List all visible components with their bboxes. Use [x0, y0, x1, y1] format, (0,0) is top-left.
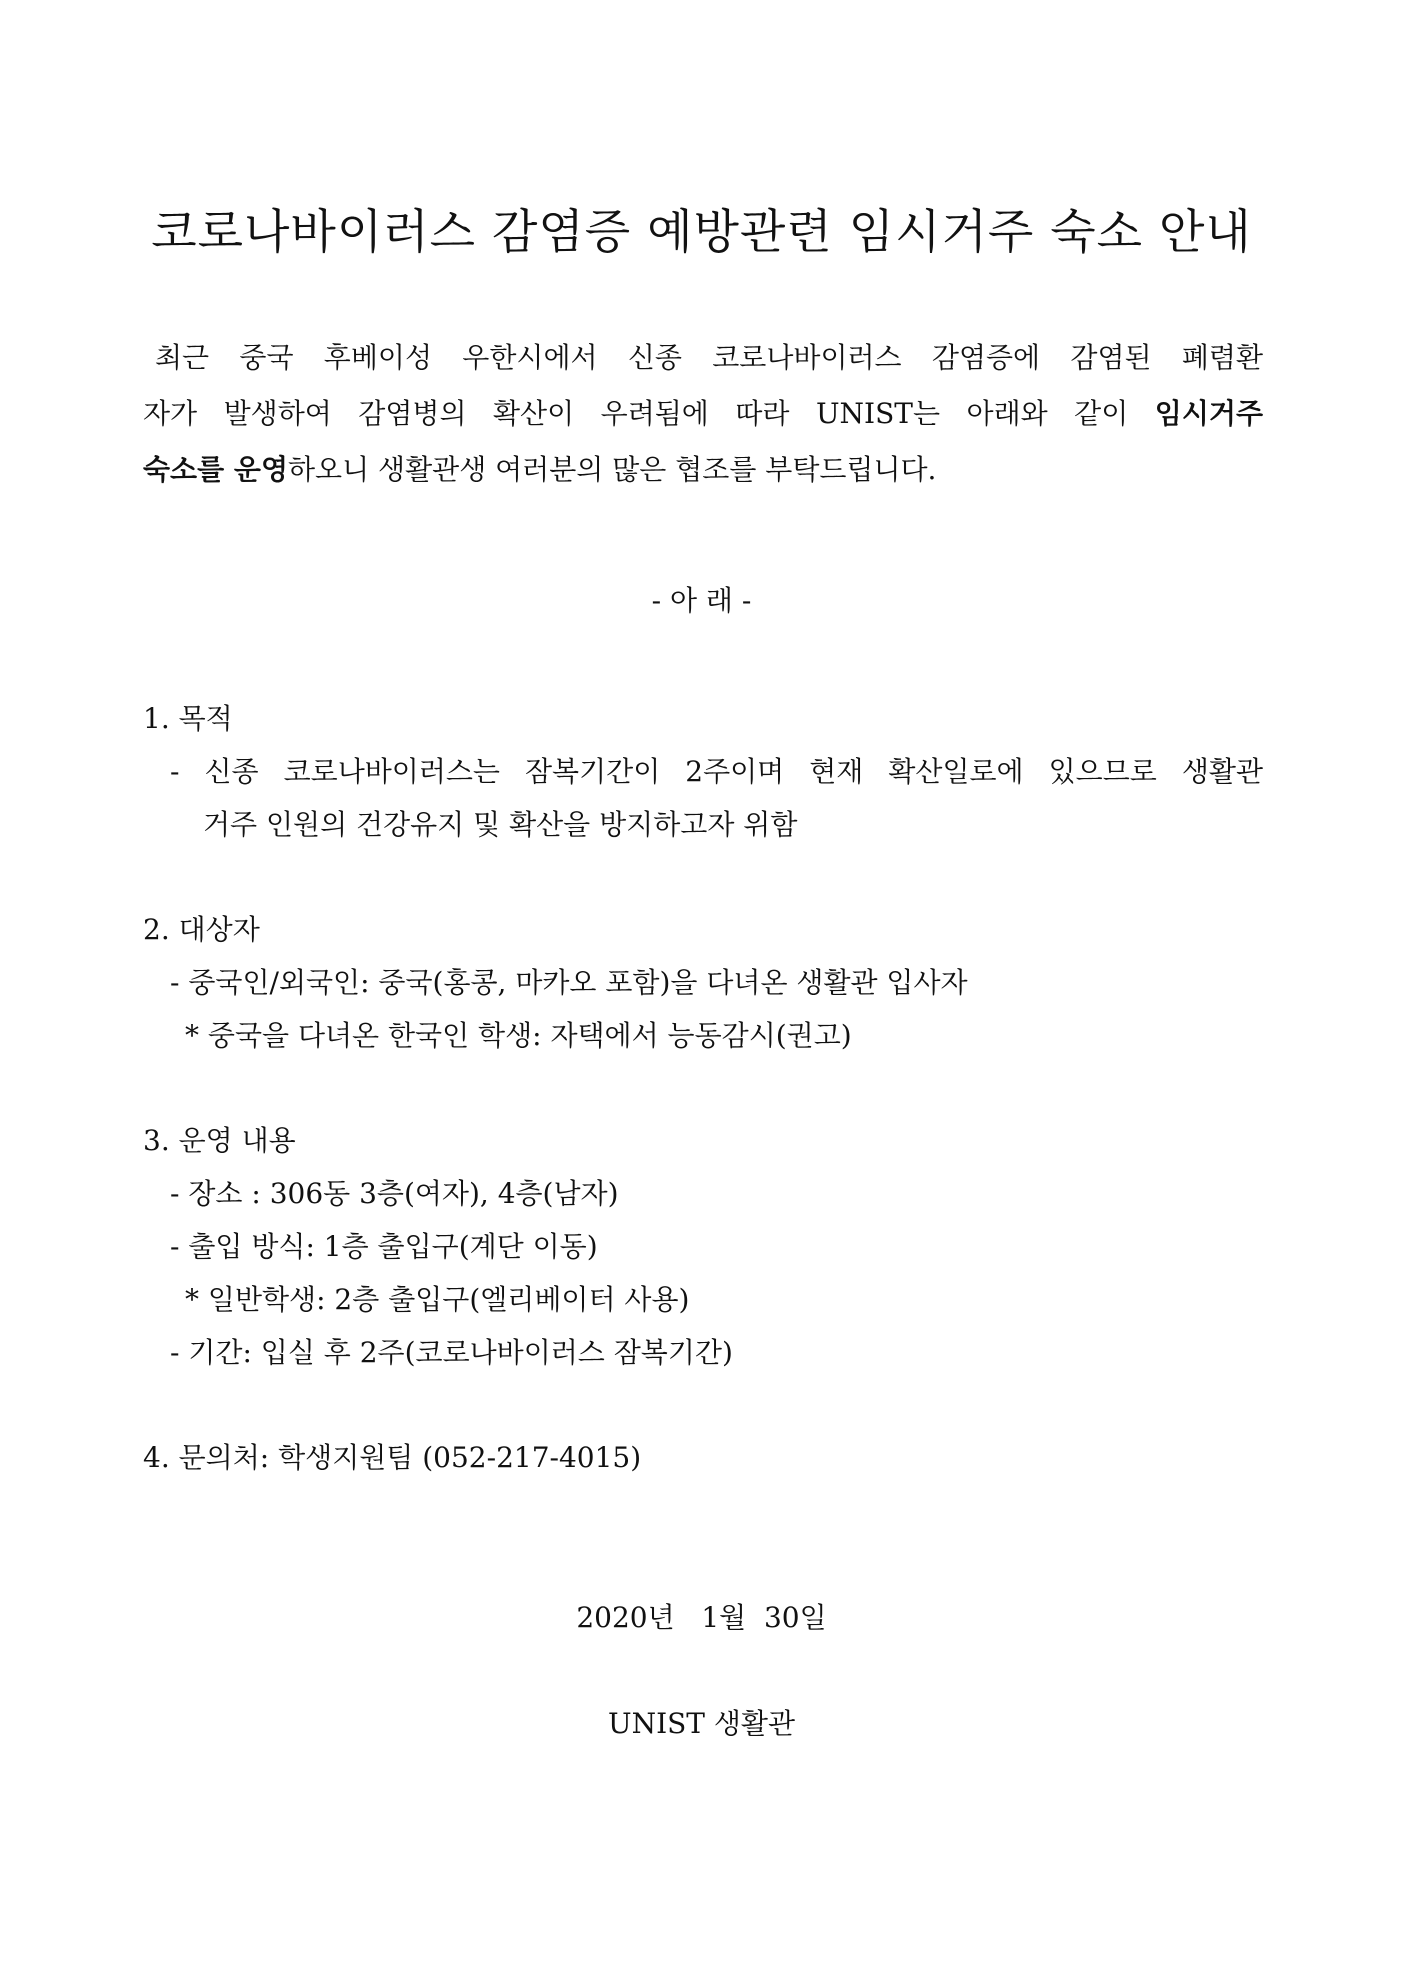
below-marker: - 아 래 -	[651, 584, 752, 617]
section-1-line-2: 거주 인원의 건강유지 및 확산을 방지하고자 위함	[203, 808, 798, 841]
section-3-line-1: - 장소 : 306동 3층(여자), 4층(남자)	[170, 1177, 619, 1210]
section-3-line-3: * 일반학생: 2층 출입구(엘리베이터 사용)	[185, 1283, 690, 1316]
issuer-name: UNIST 생활관	[607, 1707, 796, 1740]
section-2-line-2: * 중국을 다녀온 한국인 학생: 자택에서 능동감시(권고)	[185, 1019, 852, 1052]
intro-line-3	[143, 450, 1263, 490]
section-4-heading: 4. 문의처: 학생지원팀 (052-217-4015)	[143, 1441, 642, 1474]
section-2-heading: 2. 대상자	[143, 913, 260, 946]
section-2-line-1: - 중국인/외국인: 중국(홍콩, 마카오 포함)을 다녀온 생활관 입사자	[170, 966, 968, 999]
intro-line-3-text: 하오니 생활관생 여러분의 많은 협조를 부탁드립니다.	[288, 453, 937, 486]
document-title: 코로나바이러스 감염증 예방관련 임시거주 숙소 안내	[151, 205, 1252, 260]
intro-line-2-text: 자가 발생하여 감염병의 확산이 우려됨에 따라 UNIST는 아래와 같이	[143, 397, 1155, 430]
document-date: 2020년 1월 30일	[576, 1601, 827, 1634]
intro-emphasis-1: 임시거주	[1154, 397, 1263, 430]
section-3-heading: 3. 운영 내용	[143, 1124, 296, 1157]
intro-line-2	[143, 394, 1263, 434]
section-1-line-1: - 신종 코로나바이러스는 잠복기간이 2주이며 현재 확산일로에 있으므로 생활관	[170, 755, 1263, 788]
intro-line-1: 최근 중국 후베이성 우한시에서 신종 코로나바이러스 감염증에 감염된 폐렴환	[155, 341, 1263, 374]
section-3-line-2: - 출입 방식: 1층 출입구(계단 이동)	[170, 1230, 598, 1263]
section-3-line-4: - 기간: 입실 후 2주(코로나바이러스 잠복기간)	[170, 1336, 733, 1369]
intro-emphasis-2: 숙소를 운영	[143, 453, 288, 486]
section-1-heading: 1. 목적	[143, 702, 233, 735]
